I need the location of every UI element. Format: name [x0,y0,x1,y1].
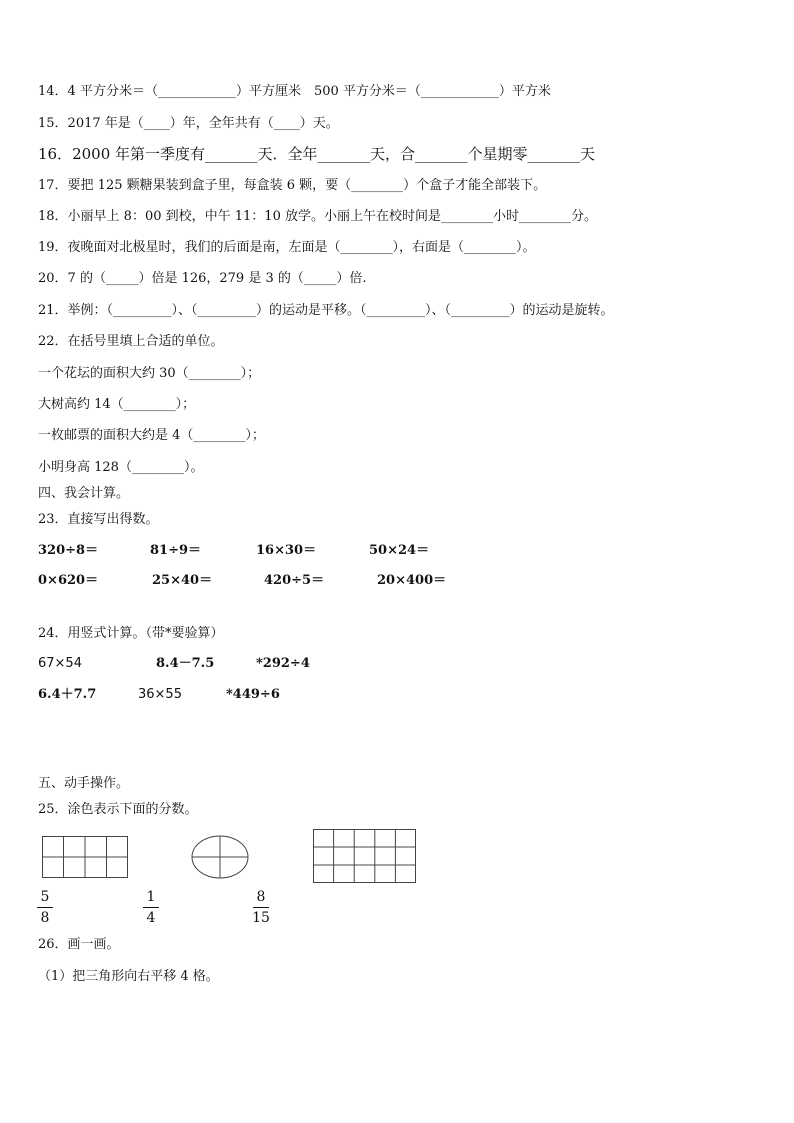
fraction-one-quarter [140,889,162,926]
section-5-heading: 五、动手操作。 [38,776,130,791]
ellipse-4-parts [191,835,249,879]
fraction-bar [253,907,269,908]
vertical-calc-cell: 36×55 [138,687,182,702]
question-25-title: 25．涂色表示下面的分数。 [38,802,198,817]
fraction-five-eighths [34,889,56,926]
question-18: 18．小丽早上 8：00 到校，中午 11：10 放学。小丽上午在校时间是________小时________分。 [38,209,597,224]
fraction-numerator: 8 [256,889,266,905]
vertical-calc-cell: *292÷4 [256,656,310,671]
question-14: 14．4 平方分米＝（____________）平方厘米 500 平方分米＝（____________）平方米 [38,84,551,99]
fraction-denominator: 4 [146,910,156,926]
question-21: 21．举例：（_________）、（_________）的运动是平移。（_________）、（_________）的运动是旋转。 [38,303,614,318]
question-17: 17．要把 125 颗糖果装到盒子里，每盒装 6 颗，要（________）个盒子才能全部装下。 [38,178,547,193]
calc-cell: 16×30＝ [256,543,317,558]
question-23-title: 23．直接写出得数。 [38,512,159,527]
section-4-heading: 四、我会计算。 [38,486,130,501]
fraction-denominator: 8 [40,910,50,926]
vertical-calc-cell: 6.4＋7.7 [38,687,97,702]
question-19: 19．夜晚面对北极星时，我们的后面是南，左面是（________），右面是（________）。 [38,240,536,255]
calc-cell: 420÷5＝ [264,573,325,588]
vertical-calc-cell: 67×54 [38,656,82,671]
question-22-item: 大树高约 14（________）； [38,397,196,412]
calc-cell: 320÷8＝ [38,543,99,558]
question-22-title: 22．在括号里填上合适的单位。 [38,334,224,349]
grid-rectangle-8-parts [42,836,128,878]
question-26-title: 26．画一画。 [38,937,120,952]
question-15: 15．2017 年是（____）年，全年共有（____）天。 [38,116,339,131]
fraction-eight-fifteenths [250,889,272,926]
grid-rectangle-15-parts [313,829,416,883]
question-20: 20．7 的（_____）倍是 126，279 是 3 的（_____）倍. [38,271,367,286]
question-26-sub-1: （1）把三角形向右平移 4 格。 [38,969,219,984]
calc-cell: 20×400＝ [377,573,447,588]
calc-cell: 81÷9＝ [150,543,202,558]
fraction-denominator: 15 [252,910,270,926]
calc-cell: 0×620＝ [38,573,99,588]
question-22-item: 一枚邮票的面积大约是 4（________）； [38,428,265,443]
question-24-title: 24．用竖式计算。（带*要验算） [38,626,224,641]
vertical-calc-cell: *449÷6 [226,687,280,702]
vertical-calc-cell: 8.4－7.5 [156,656,215,671]
calc-cell: 25×40＝ [152,573,213,588]
question-16: 16．2000 年第一季度有_______天．全年_______天，合_______个星期零_______天 [38,145,596,163]
fraction-numerator: 5 [40,889,50,905]
fraction-bar [143,907,159,908]
question-22-item: 一个花坛的面积大约 30（________）； [38,366,261,381]
fraction-numerator: 1 [146,889,156,905]
calc-cell: 50×24＝ [369,543,430,558]
question-22-item: 小明身高 128（________）。 [38,460,204,475]
fraction-bar [37,907,53,908]
